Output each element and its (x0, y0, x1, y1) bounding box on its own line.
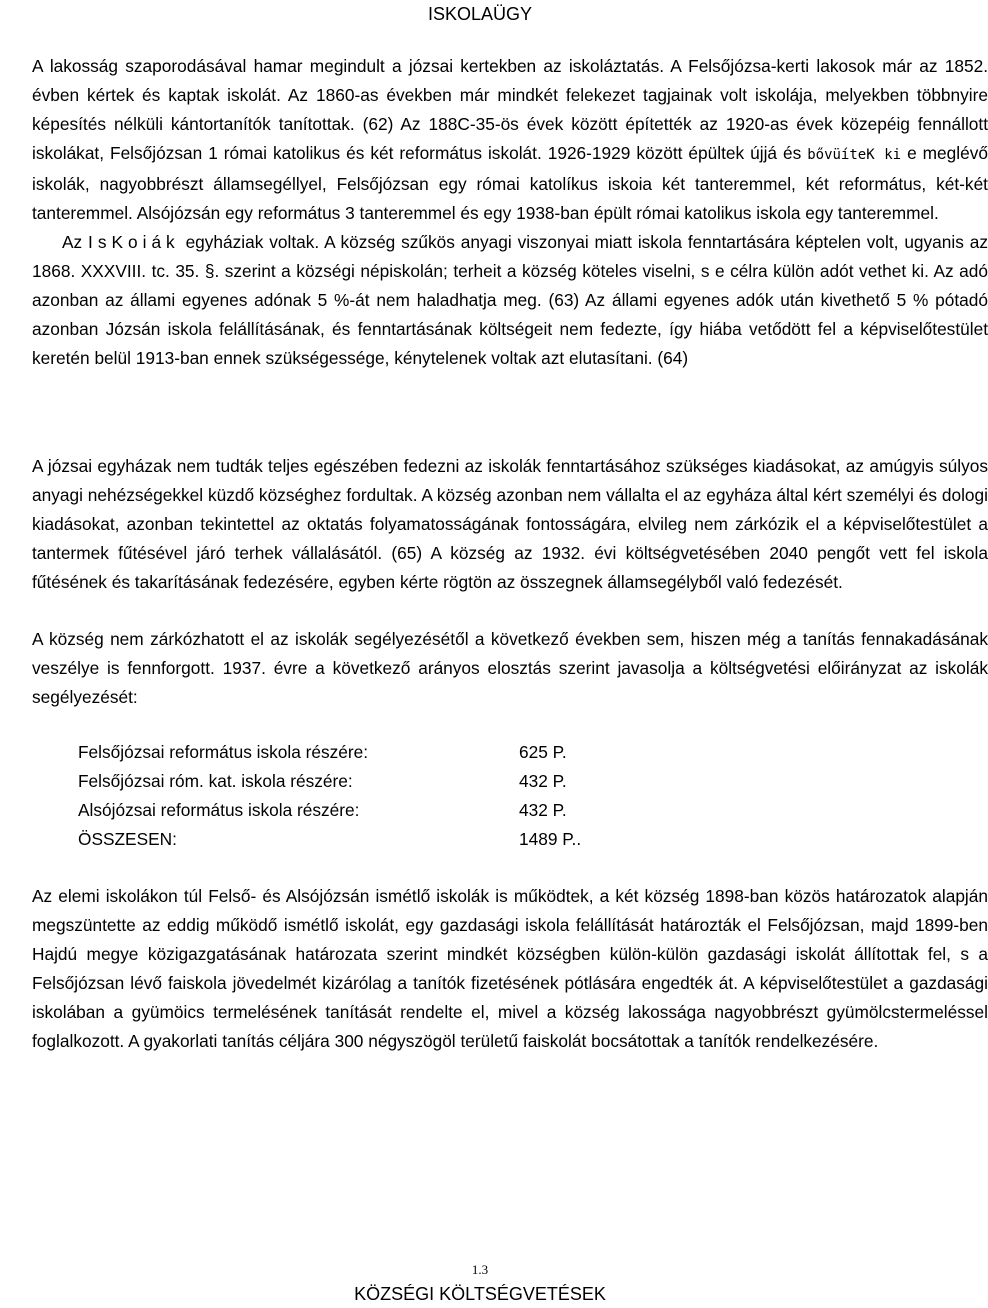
paragraph-repetition-schools: Az elemi iskolákon túl Felső- és Alsójózsán ismétlő iskolák is működtek, a két község 1898-ban közös határozatok alapján megszüntette az eddig működő ismétlő iskolát, egy gazdasági iskola felállítását határozták el Felsőjózsan, majd 1899-ben Hajdú megye közigazgatásának határozata szerint mindkét községben külön-külön gazdasági iskolát állítottak fel, s a Felsőjózsan lévő faiskola jövedelmét kizárólag a tanítók fizetésének pótlására engedték át. A képviselőtestület a gazdasági iskolában a gyümöics termelésének tanítását rendelte el, mivel a község lakossága nagyobbrészt gyümölcstermeléssel foglalkozott. A gyakorlati tanítás céljára 300 négyszögöl területű faiskolát bocsátottak a tanítók rendelkezésére. (32, 886, 988, 1051)
budget-amount: 625 P. (519, 742, 567, 762)
paragraph-budget-intro: A község nem zárkózhatott el az iskolák segélyezésétől a következő években sem, hiszen még a tanítás fennakadásának veszélye is fennforgott. 1937. évre a következő arányos elosztás szerint javasolja a költségvetési előirányzat az iskolák segélyezését: (32, 629, 988, 707)
budget-label: Alsójózsai református iskola részére: (78, 800, 360, 820)
budget-amount: 432 P. (519, 800, 567, 820)
budget-row (78, 738, 698, 767)
paragraph-text-spaced: IsKoiák (88, 232, 180, 252)
paragraph-text: Az (62, 232, 89, 252)
budget-table (78, 738, 698, 854)
budget-row (78, 767, 698, 796)
paragraph-text-mono: bővüíteK ki (807, 147, 902, 163)
paragraph-church-funding: A józsai egyházak nem tudták teljes egészében fedezni az iskolák fenntartásához szükséges kiadásokat, az amúgyis súlyos anyagi nehézségekkel küzdő községhez fordultak. A község azonban nem vállalta el az egyháza által kért személyi és dologi kiadásokat, azonban tekintettel az oktatás folyamatosságának fontosságára, elvileg nem zárkózik el a képviselőtestület a tantermek fűtésével járó terhek vállalásától. (65) A község az 1932. évi költségvetésében 2040 pengőt vett fel iskola fűtésének és takarításának fedezésére, egyben kérte rögtön az összegnek államsegélyből való fedezését. (32, 456, 988, 592)
budget-label: Felsőjózsai református iskola részére: (78, 742, 369, 762)
budget-row (78, 796, 698, 825)
budget-amount: 1489 P.. (519, 829, 582, 849)
budget-total-row (78, 825, 698, 854)
page-title: ISKOLAÜGY (427, 4, 533, 24)
paragraph-text: e meglévő iskolák, nagyobbrészt államsegéllyel, Felsőjózsan egy római katolíkus iskoia két tanteremmel, két református, két-két tanteremmel. Alsójózsán egy református 3 tanteremmel és egy 1938-ban épült római katolikus iskola egy tanteremmel. (32, 143, 988, 223)
budget-label: ÖSSZESEN: (78, 829, 177, 849)
paragraph-text: egyháziak voltak. A község szűkös anyagi viszonyai miatt iskola fenntartására képtelen volt, ugyanis az 1868. XXXVIII. tc. 35. §. szerint a községi népiskolán; terheit a község köteles viselni, s e célra külön adót vethet ki. Az adó azonban az állami egyenes adónak 5 %-át nem haladhatja meg. (63) Az állami egyenes adók után kivethető 5 % pótadó azonban Józsán iskola felállításának, és fenntartásának költségeit nem fedezte, így hiába vetődött fel a képviselőtestület keretén belül 1913-ban ennek szükségessége, kénytelenek voltak azt elutasítani. (64) (32, 232, 988, 368)
paragraph-text: A lakosság szaporodásával hamar megindult a józsai kertekben az iskoláztatás. A Felsőjózsa-kerti lakosok már az 1852. évben kértek és kaptak iskolát. Az 1860-as években már mindkét felekezet tagjainak volt iskolája, melyekben többnyire képesítés nélküli kántortanítók tanítottak. (62) Az 188C-35-ös évek között építették az 1920-as évek közepéig fennállott iskolákat, Felsőjózsan 1 római katolikus és két református iskolát. 1926-1929 között épültek újjá és (32, 56, 988, 163)
section-heading: KÖZSÉGI KÖLTSÉGVETÉSEK (354, 1284, 606, 1304)
page-number: 1.3 (471, 1262, 489, 1277)
budget-label: Felsőjózsai róm. kat. iskola részére: (78, 771, 353, 791)
paragraph-school-history (2, 52, 988, 373)
budget-amount: 432 P. (519, 771, 567, 791)
